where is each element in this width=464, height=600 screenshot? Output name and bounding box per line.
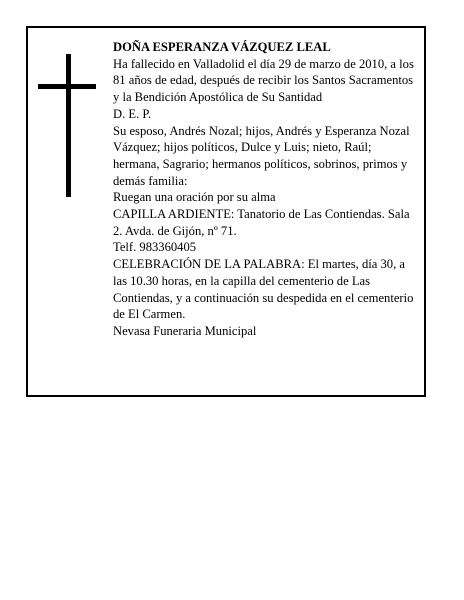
deceased-name: DOÑA ESPERANZA VÁZQUEZ LEAL	[113, 40, 331, 54]
obituary-text	[113, 39, 417, 340]
rip-line: D. E. P.	[113, 106, 152, 121]
cross-icon	[66, 54, 71, 197]
death-statement: Ha fallecido en Valladolid el día 29 de marzo de 2010, a los 81 años de edad, después de recibir los Santos Sacramentos y la Bendición Apostólica de Su Santidad	[113, 56, 414, 105]
funeral-home: Nevasa Funeraria Municipal	[113, 323, 257, 338]
family-list: Su esposo, Andrés Nozal; hijos, Andrés y Esperanza Nozal Vázquez; hijos políticos, Dulce y Luis; nieto, Raúl; hermana, Sagrario; hermanos políticos, sobrinos, primos y demás familia:	[113, 123, 410, 188]
cross-icon-crossbar	[38, 84, 96, 89]
chapel-info: CAPILLA ARDIENTE: Tanatorio de Las Contiendas. Sala 2. Avda. de Gijón, nº 71.	[113, 207, 410, 238]
ceremony-info: CELEBRACIÓN DE LA PALABRA: El martes, día 30, a las 10.30 horas, en la capilla del cementerio de Las Contiendas, y a continuación su despedida en el cementerio de El Carmen.	[113, 257, 414, 322]
phone-number: Telf. 983360405	[113, 240, 197, 255]
prayer-request: Ruegan una oración por su alma	[113, 190, 276, 205]
